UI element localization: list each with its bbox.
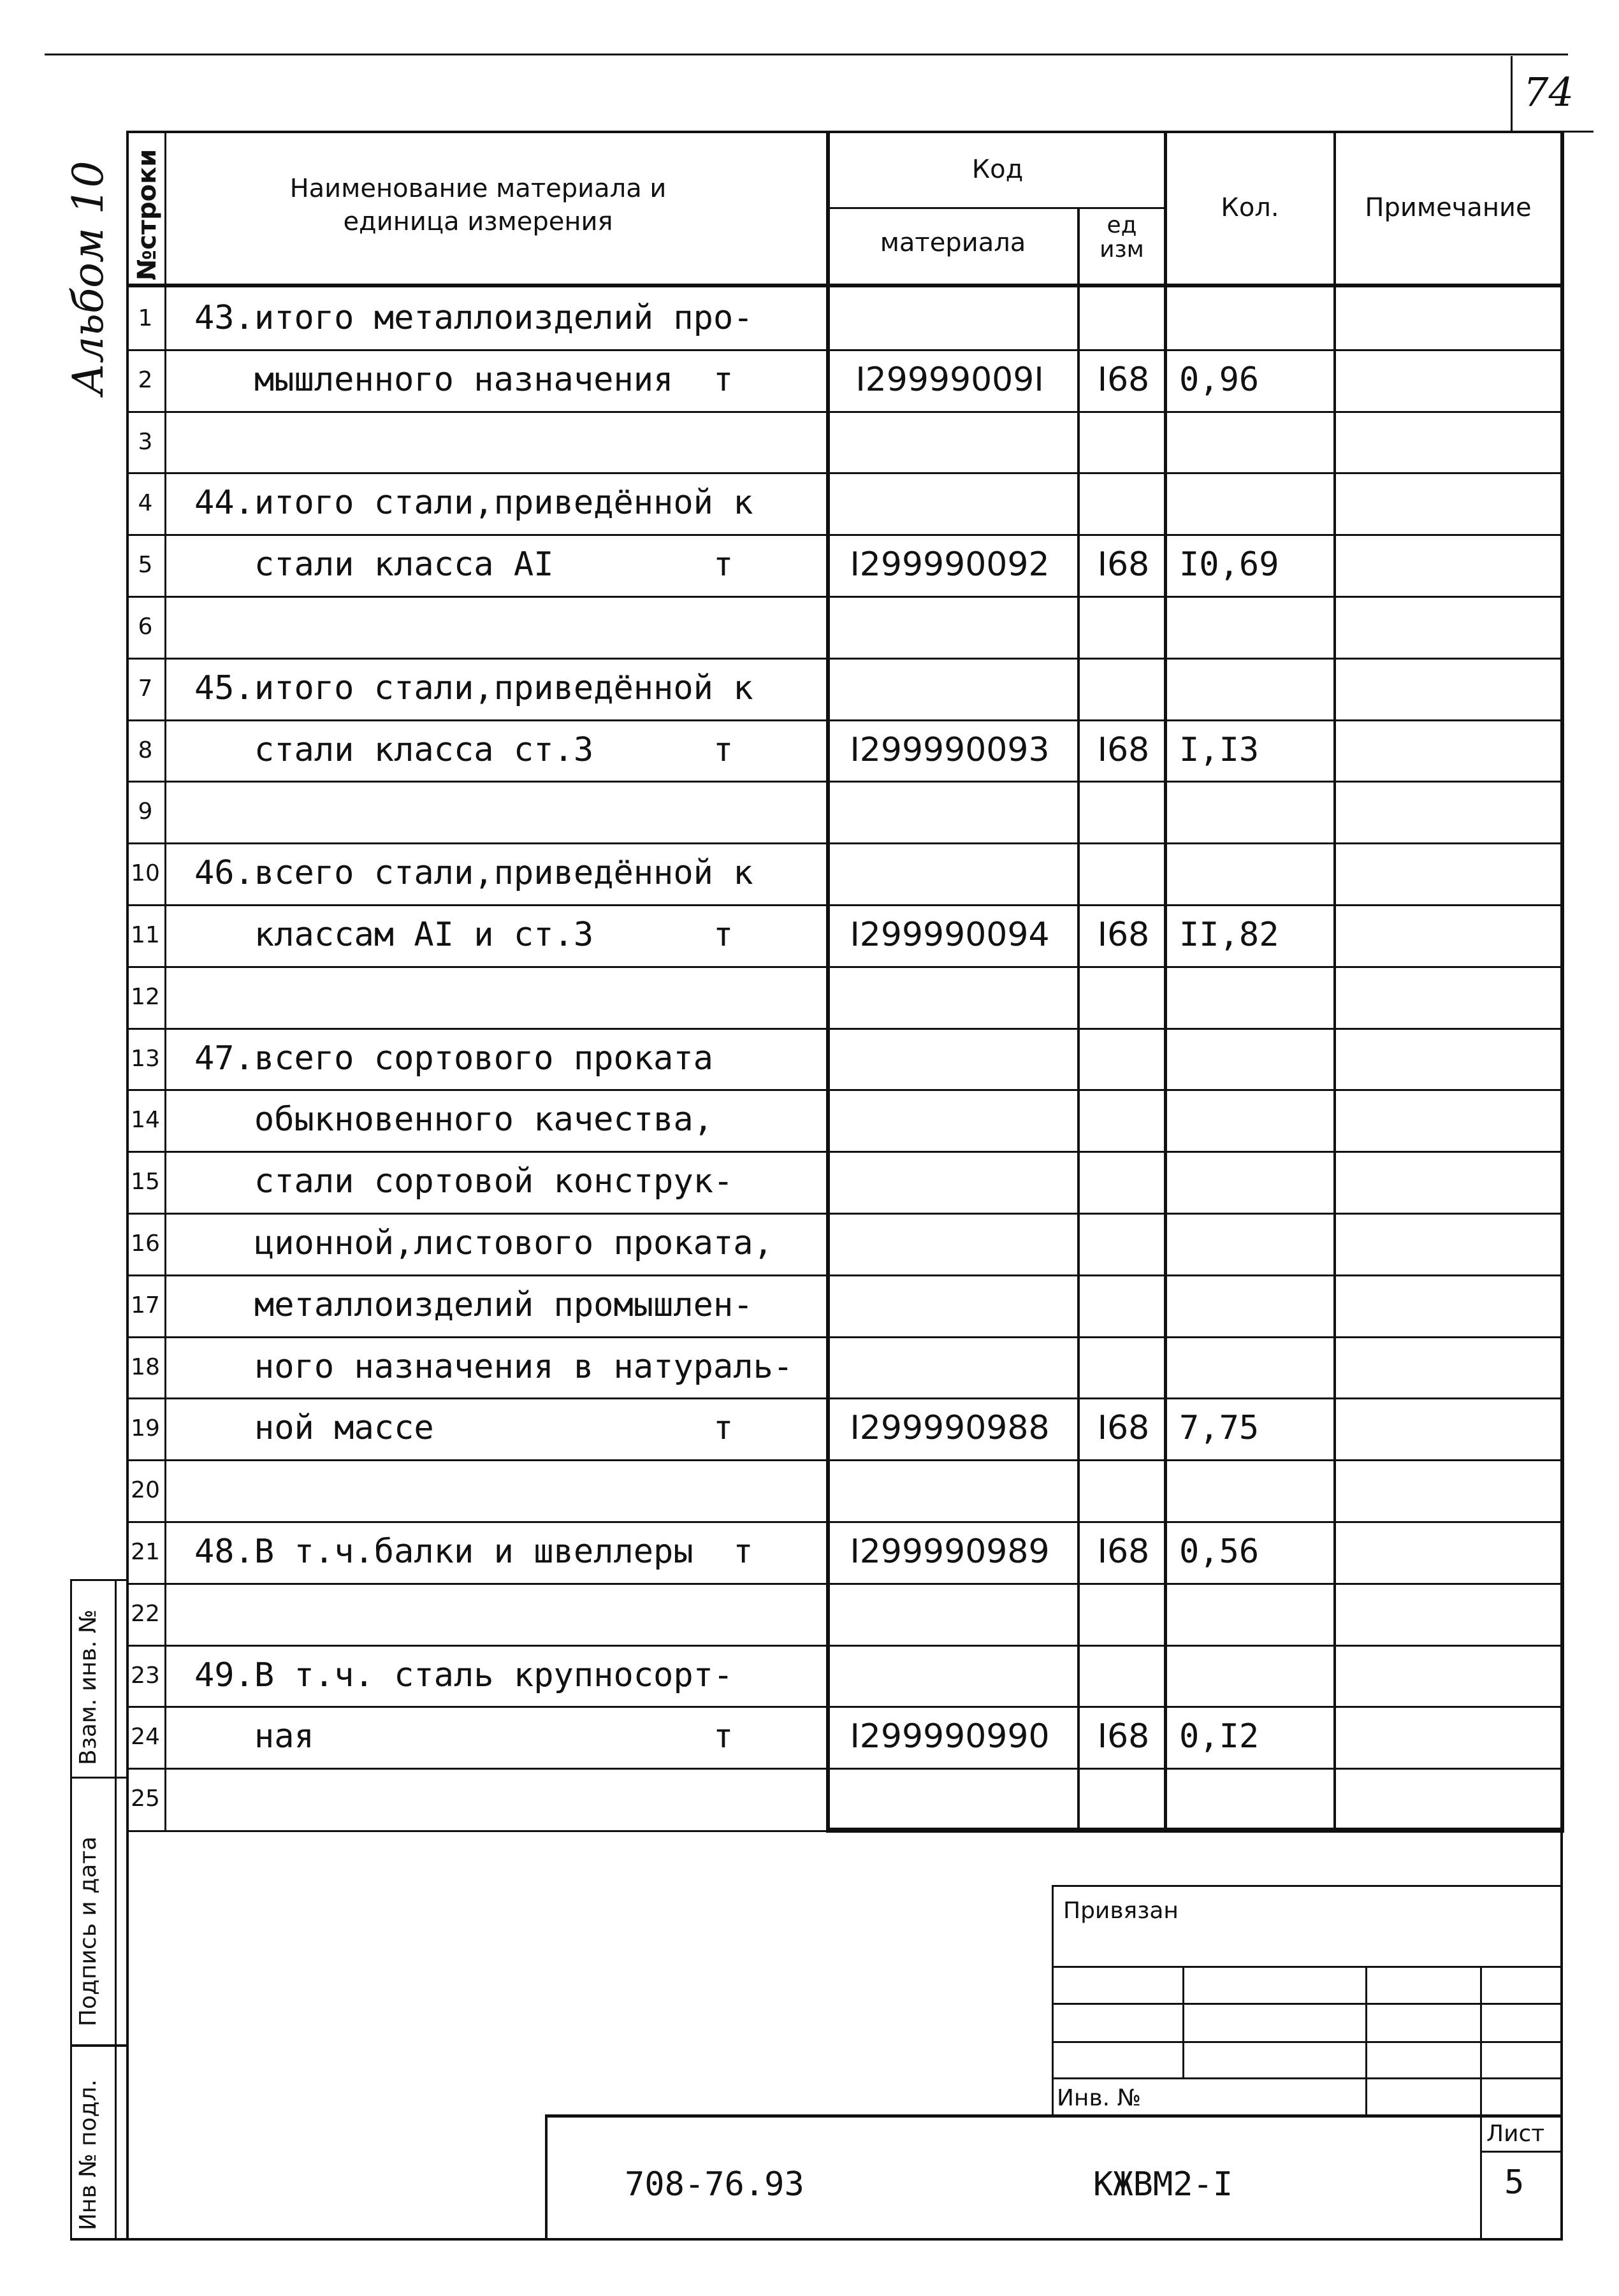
material-name: 49.В т.ч. сталь крупносорт- <box>194 1656 734 1694</box>
material-name: 43.итого металлоизделий про- <box>194 299 753 337</box>
row-divider <box>126 1583 1564 1585</box>
material-name: 44.итого стали,приведённой к <box>194 484 753 522</box>
row-number: 6 <box>138 614 153 640</box>
row-divider <box>126 1706 1564 1708</box>
material-name: 45.итого стали,приведённой к <box>194 669 753 707</box>
material-name: 48.В т.ч.балки и швеллеры т <box>194 1533 753 1571</box>
row-number: 17 <box>131 1292 160 1318</box>
material-name: ная т <box>194 1717 734 1756</box>
row-divider <box>126 1459 1564 1461</box>
unit-code: I68 <box>1097 1409 1150 1447</box>
row-number: 22 <box>131 1601 160 1627</box>
inv-podl-label: Инв № подл. <box>75 2079 101 2230</box>
name-header: Наименование материала и единица измерения <box>289 174 667 236</box>
quantity: 0,56 <box>1179 1533 1260 1571</box>
quantity: 0,I2 <box>1179 1717 1260 1756</box>
row-number: 20 <box>131 1477 160 1503</box>
row-divider <box>126 534 1564 536</box>
page-number: 74 <box>1523 69 1574 115</box>
quantity: 0,96 <box>1179 361 1260 399</box>
material-name: ционной,листового проката, <box>194 1224 773 1262</box>
material-name: ной массе т <box>194 1409 734 1447</box>
row-divider <box>126 966 1564 968</box>
qty-header: Кол. <box>1221 193 1279 222</box>
row-divider <box>126 472 1564 474</box>
row-divider <box>126 596 1564 598</box>
row-number: 4 <box>138 490 153 516</box>
material-name: стали класса AI т <box>194 545 734 584</box>
row-divider <box>126 1089 1564 1091</box>
row-divider <box>126 1336 1564 1338</box>
row-number: 9 <box>138 798 153 825</box>
document-code: 708-76.93 <box>625 2165 804 2204</box>
row-number: 8 <box>138 737 153 763</box>
material-name: обыкновенного качества, <box>194 1101 713 1139</box>
code-unit-header: ед изм <box>1100 212 1144 263</box>
row-divider <box>126 1213 1564 1215</box>
row-number: 7 <box>138 675 153 702</box>
unit-code: I68 <box>1097 361 1150 399</box>
material-name: металлоизделий промышлен- <box>194 1286 753 1324</box>
row-divider <box>126 1768 1564 1770</box>
row-number: 2 <box>138 367 153 393</box>
unit-code: I68 <box>1097 731 1150 769</box>
inv-no-label: Инв. № <box>1057 2085 1142 2111</box>
unit-code: I68 <box>1097 916 1150 954</box>
row-divider <box>126 1645 1564 1647</box>
quantity: 7,75 <box>1179 1409 1260 1447</box>
list-label: Лист <box>1486 2121 1545 2147</box>
row-number: 5 <box>138 552 153 578</box>
material-name: ного назначения в натураль- <box>194 1348 794 1386</box>
code-material-header: материала <box>880 228 1026 257</box>
row-divider <box>126 842 1564 844</box>
row-number: 10 <box>131 860 160 886</box>
row-number: 3 <box>138 429 153 455</box>
material-code: I299990092 <box>850 545 1050 584</box>
material-code: I299990093 <box>850 731 1050 769</box>
material-name: классам AI и ст.3 т <box>194 916 734 954</box>
row-divider <box>126 719 1564 721</box>
row-number: 11 <box>131 922 160 948</box>
row-number: 19 <box>131 1415 160 1441</box>
material-name: 47.всего сортового проката <box>194 1039 713 1078</box>
unit-code: I68 <box>1097 1717 1150 1756</box>
row-divider <box>126 1397 1564 1399</box>
note-header: Примечание <box>1365 193 1532 222</box>
row-number: 24 <box>131 1724 160 1750</box>
row-number-header: №строки <box>133 148 162 280</box>
material-name: 46.всего стали,приведённой к <box>194 854 753 892</box>
row-number: 18 <box>131 1354 160 1380</box>
material-code: I299990094 <box>850 916 1050 954</box>
row-divider <box>126 781 1564 783</box>
row-number: 21 <box>131 1539 160 1565</box>
sheet-code: КЖВМ2-I <box>1093 2165 1233 2204</box>
row-number: 14 <box>131 1107 160 1133</box>
row-divider <box>126 411 1564 413</box>
material-name: стали класса ст.3 т <box>194 731 734 769</box>
material-name: стали сортовой конструк- <box>194 1162 734 1201</box>
unit-code: I68 <box>1097 545 1150 584</box>
material-code: I299990988 <box>850 1409 1050 1447</box>
privyazan-label: Привязан <box>1063 1898 1179 1924</box>
row-number: 1 <box>138 305 153 331</box>
album-label: Альбом 10 <box>64 161 113 395</box>
row-divider <box>126 658 1564 660</box>
signature-date-label: Подпись и дата <box>75 1836 101 2026</box>
material-code: I299990989 <box>850 1533 1050 1571</box>
list-number: 5 <box>1504 2163 1525 2202</box>
row-divider <box>126 1151 1564 1153</box>
vzam-inv-label: Взам. инв. № <box>75 1609 101 1765</box>
row-divider <box>126 1028 1564 1030</box>
row-divider <box>126 1521 1564 1523</box>
quantity: I0,69 <box>1179 545 1279 584</box>
row-divider <box>126 1274 1564 1276</box>
material-name: мышленного назначения т <box>194 361 734 399</box>
material-code: I299990990 <box>850 1717 1050 1756</box>
row-number: 25 <box>131 1786 160 1812</box>
material-code: I29999009I <box>855 361 1044 399</box>
code-header: Код <box>971 155 1024 184</box>
quantity: II,82 <box>1179 916 1279 954</box>
quantity: I,I3 <box>1179 731 1260 769</box>
row-number: 23 <box>131 1663 160 1689</box>
row-number: 16 <box>131 1231 160 1257</box>
row-divider <box>126 349 1564 351</box>
row-divider <box>126 904 1564 906</box>
row-number: 15 <box>131 1169 160 1195</box>
row-number: 13 <box>131 1046 160 1072</box>
row-number: 12 <box>131 984 160 1010</box>
unit-code: I68 <box>1097 1533 1150 1571</box>
